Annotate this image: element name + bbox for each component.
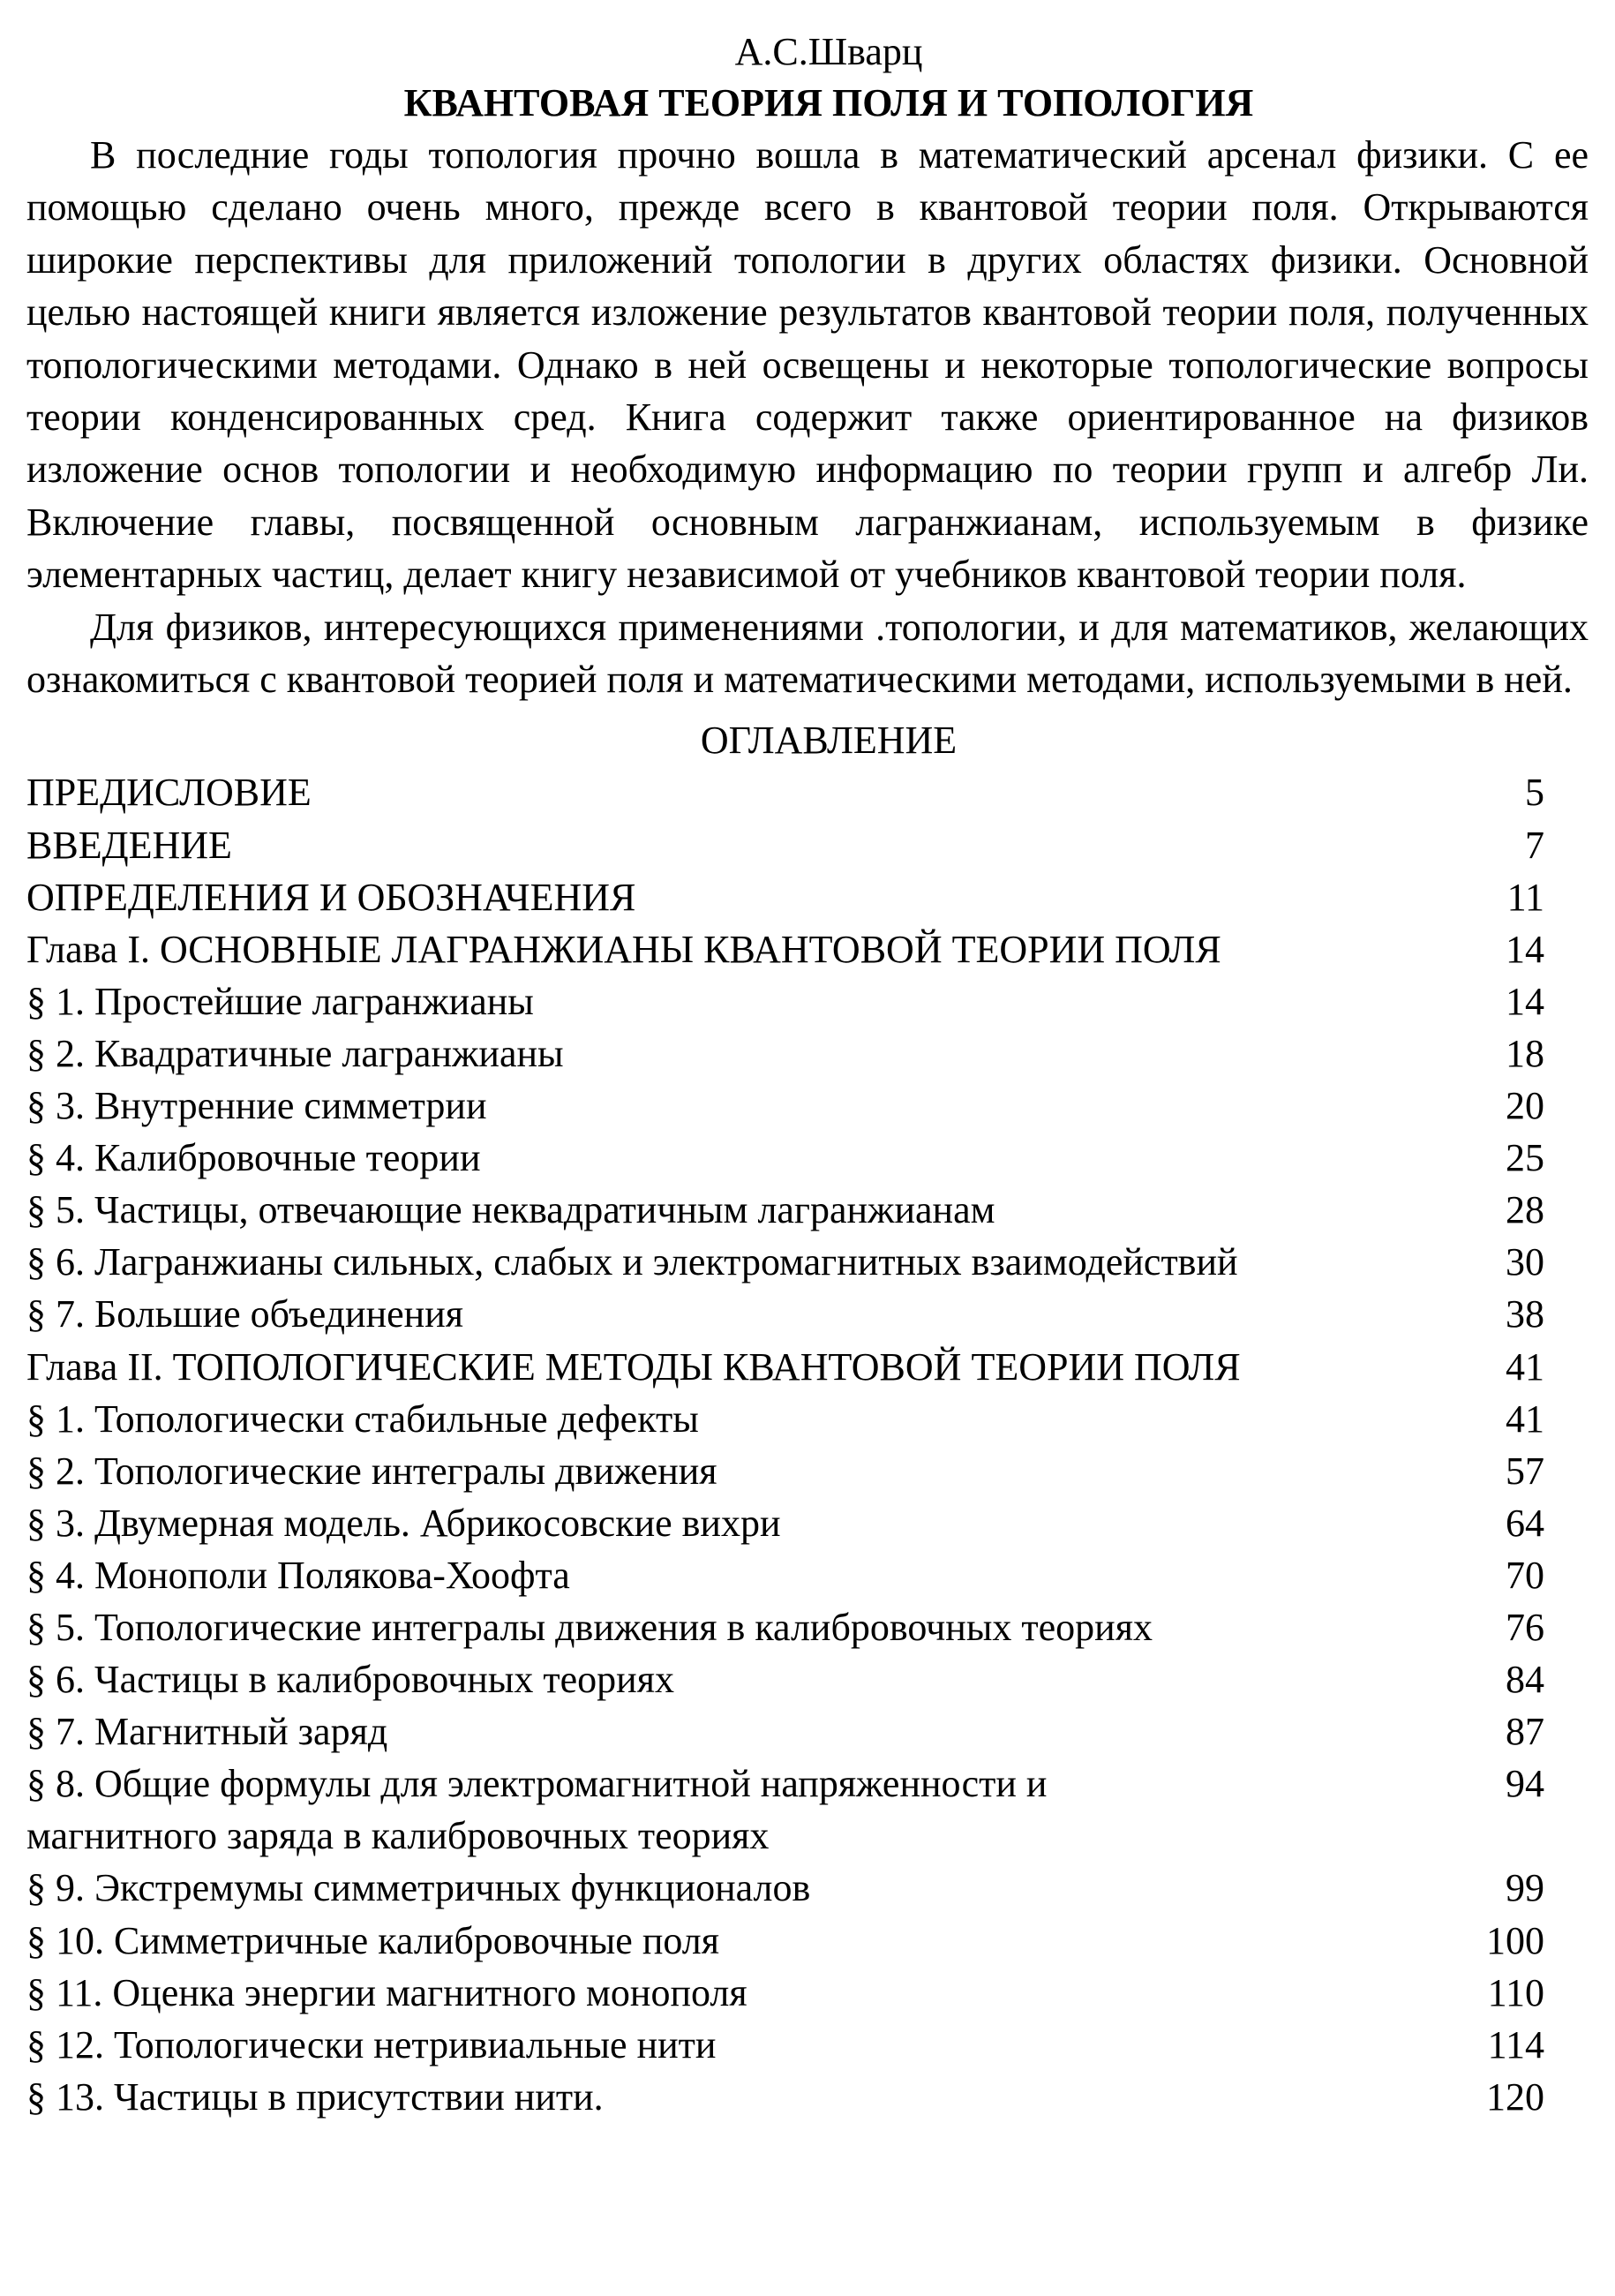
toc-entry	[26, 1549, 1589, 1601]
toc-entry-title: § 9. Экстремумы симметричных функционалов	[26, 1866, 811, 1910]
toc-heading: ОГЛАВЛЕНИЕ	[700, 719, 958, 763]
toc-entry-title: § 7. Магнитный заряд	[26, 1710, 388, 1754]
toc-entry-title: § 2. Квадратичные лагранжианы	[26, 1031, 564, 1075]
toc-entry	[26, 1132, 1589, 1184]
annotation-paragraph: Для физиков, интересующихся применениями .топологии, и для математиков, желающих ознакомиться с квантовой теорией поля и математическими методами, используемыми в ней.	[26, 605, 1589, 702]
toc-entry	[26, 2019, 1589, 2071]
toc-entry-title: § 11. Оценка энергии магнитного монополя	[26, 1970, 747, 2014]
toc-entry-title: § 10. Симметричные калибровочные поля	[26, 1918, 719, 1962]
toc-entry-page: 28	[1506, 1188, 1544, 1232]
toc-entry-page: 76	[1506, 1605, 1544, 1649]
toc-entry-page: 100	[1486, 1918, 1544, 1962]
toc-entry-page: 64	[1506, 1501, 1544, 1545]
toc-entry-title: ВВЕДЕНИЕ	[26, 823, 232, 867]
toc-entry-page: 87	[1506, 1710, 1544, 1754]
toc-chapter	[26, 923, 1589, 975]
document-page	[26, 26, 1589, 2123]
toc-entry	[26, 975, 1589, 1028]
toc-entry	[26, 1288, 1589, 1340]
toc-entry	[26, 1601, 1589, 1653]
toc-entry-title: § 13. Частицы в присутствии нити.	[26, 2074, 604, 2119]
toc-entry-title: § 12. Топологически нетривиальные нити	[26, 2022, 717, 2066]
toc-entry-page: 120	[1486, 2074, 1544, 2119]
toc-entry-page: 14	[1506, 927, 1544, 971]
toc-entry	[26, 1445, 1589, 1497]
toc-entry-page: 18	[1506, 1031, 1544, 1075]
toc-entry-title: § 5. Частицы, отвечающие неквадратичным лагранжианам	[26, 1188, 995, 1232]
toc-entry-title: § 6. Лагранжианы сильных, слабых и электромагнитных взаимодействий	[26, 1240, 1238, 1284]
toc-chapter	[26, 1341, 1589, 1393]
toc-entry	[26, 1862, 1589, 1914]
toc-entry-title: Глава II. ТОПОЛОГИЧЕСКИЕ МЕТОДЫ КВАНТОВОЙ ТЕОРИИ ПОЛЯ	[26, 1344, 1241, 1389]
author-name: А.С.Шварц	[734, 30, 923, 73]
toc-entry-title: § 1. Простейшие лагранжианы	[26, 979, 534, 1023]
toc-entry-title: § 2. Топологические интегралы движения	[26, 1449, 717, 1493]
toc-entry-page: 41	[1506, 1344, 1544, 1389]
toc-entry	[26, 1236, 1589, 1288]
toc-entry	[26, 1080, 1589, 1132]
toc-entry-title: § 4. Калибровочные теории	[26, 1136, 481, 1180]
table-of-contents	[26, 766, 1589, 2122]
toc-entry-page: 94	[1506, 1762, 1544, 1806]
toc-entry-page: 30	[1506, 1240, 1544, 1284]
toc-entry-page: 25	[1506, 1136, 1544, 1180]
toc-entry-title: § 3. Внутренние симметрии	[26, 1084, 487, 1128]
toc-entry-page: 41	[1506, 1396, 1544, 1441]
toc-entry-title: § 3. Двумерная модель. Абрикосовские вихри	[26, 1501, 781, 1545]
toc-entry-page: 70	[1506, 1553, 1544, 1597]
toc-entry-title: § 6. Частицы в калибровочных теориях	[26, 1658, 674, 1702]
toc-entry-title: ПРЕДИСЛОВИЕ	[26, 771, 312, 815]
toc-entry-title: Глава I. ОСНОВНЫЕ ЛАГРАНЖИАНЫ КВАНТОВОЙ ТЕОРИИ ПОЛЯ	[26, 927, 1221, 971]
toc-entry-page: 7	[1525, 823, 1544, 867]
toc-entry	[26, 1184, 1589, 1236]
book-title: КВАНТОВАЯ ТЕОРИЯ ПОЛЯ И ТОПОЛОГИЯ	[403, 81, 1254, 124]
toc-entry-title: § 7. Большие объединения	[26, 1292, 463, 1336]
toc-entry	[26, 871, 1589, 923]
toc-entry-page: 14	[1506, 979, 1544, 1023]
toc-entry	[26, 1653, 1589, 1705]
toc-entry	[26, 1497, 1589, 1549]
toc-entry-page: 38	[1506, 1292, 1544, 1336]
toc-entry	[26, 1758, 1589, 1862]
toc-entry-title: § 8. Общие формулы для электромагнитной напряженности и магнитного заряда в калибровочных теориях	[26, 1762, 1048, 1858]
toc-entry	[26, 2071, 1589, 2123]
toc-entry-title: ОПРЕДЕЛЕНИЯ И ОБОЗНАЧЕНИЯ	[26, 875, 636, 919]
toc-entry	[26, 1915, 1589, 1967]
annotation-paragraph: В последние годы топология прочно вошла в математический арсенал физики. С ее помощью сделано очень много, прежде всего в квантовой теории поля. Открываются широкие перспективы для приложений топологии в других областях физики. Основной целью настоящей книги является изложение результатов квантовой теории поля, полученных топологическими методами. Однако в ней освещены и некоторые топологические вопросы теории конденсированных сред. Книга содержит также ориентированное на физиков изложение основ топологии и необходимую информацию по теории групп и алгебр Ли. Включение главы, посвященной основным лагранжианам, используемым в физике элементарных частиц, делает книгу независимой от учебников квантовой теории поля.	[26, 133, 1589, 597]
toc-entry	[26, 1393, 1589, 1445]
toc-entry-title: § 1. Топологически стабильные дефекты	[26, 1396, 699, 1441]
toc-entry-title: § 5. Топологические интегралы движения в калибровочных теориях	[26, 1605, 1153, 1649]
toc-entry-page: 99	[1506, 1866, 1544, 1910]
toc-entry	[26, 1967, 1589, 2019]
toc-entry-page: 5	[1525, 771, 1544, 815]
toc-entry-page: 20	[1506, 1084, 1544, 1128]
toc-entry	[26, 766, 1589, 818]
toc-entry-page: 114	[1487, 2022, 1544, 2066]
toc-entry-page: 57	[1506, 1449, 1544, 1493]
toc-entry-title: § 4. Монополи Полякова-Хоофта	[26, 1553, 570, 1597]
toc-entry	[26, 1028, 1589, 1080]
toc-entry	[26, 819, 1589, 871]
toc-entry-page: 84	[1506, 1658, 1544, 1702]
toc-entry-page: 110	[1487, 1970, 1544, 2014]
toc-entry	[26, 1705, 1589, 1758]
toc-entry-page: 11	[1506, 875, 1544, 919]
